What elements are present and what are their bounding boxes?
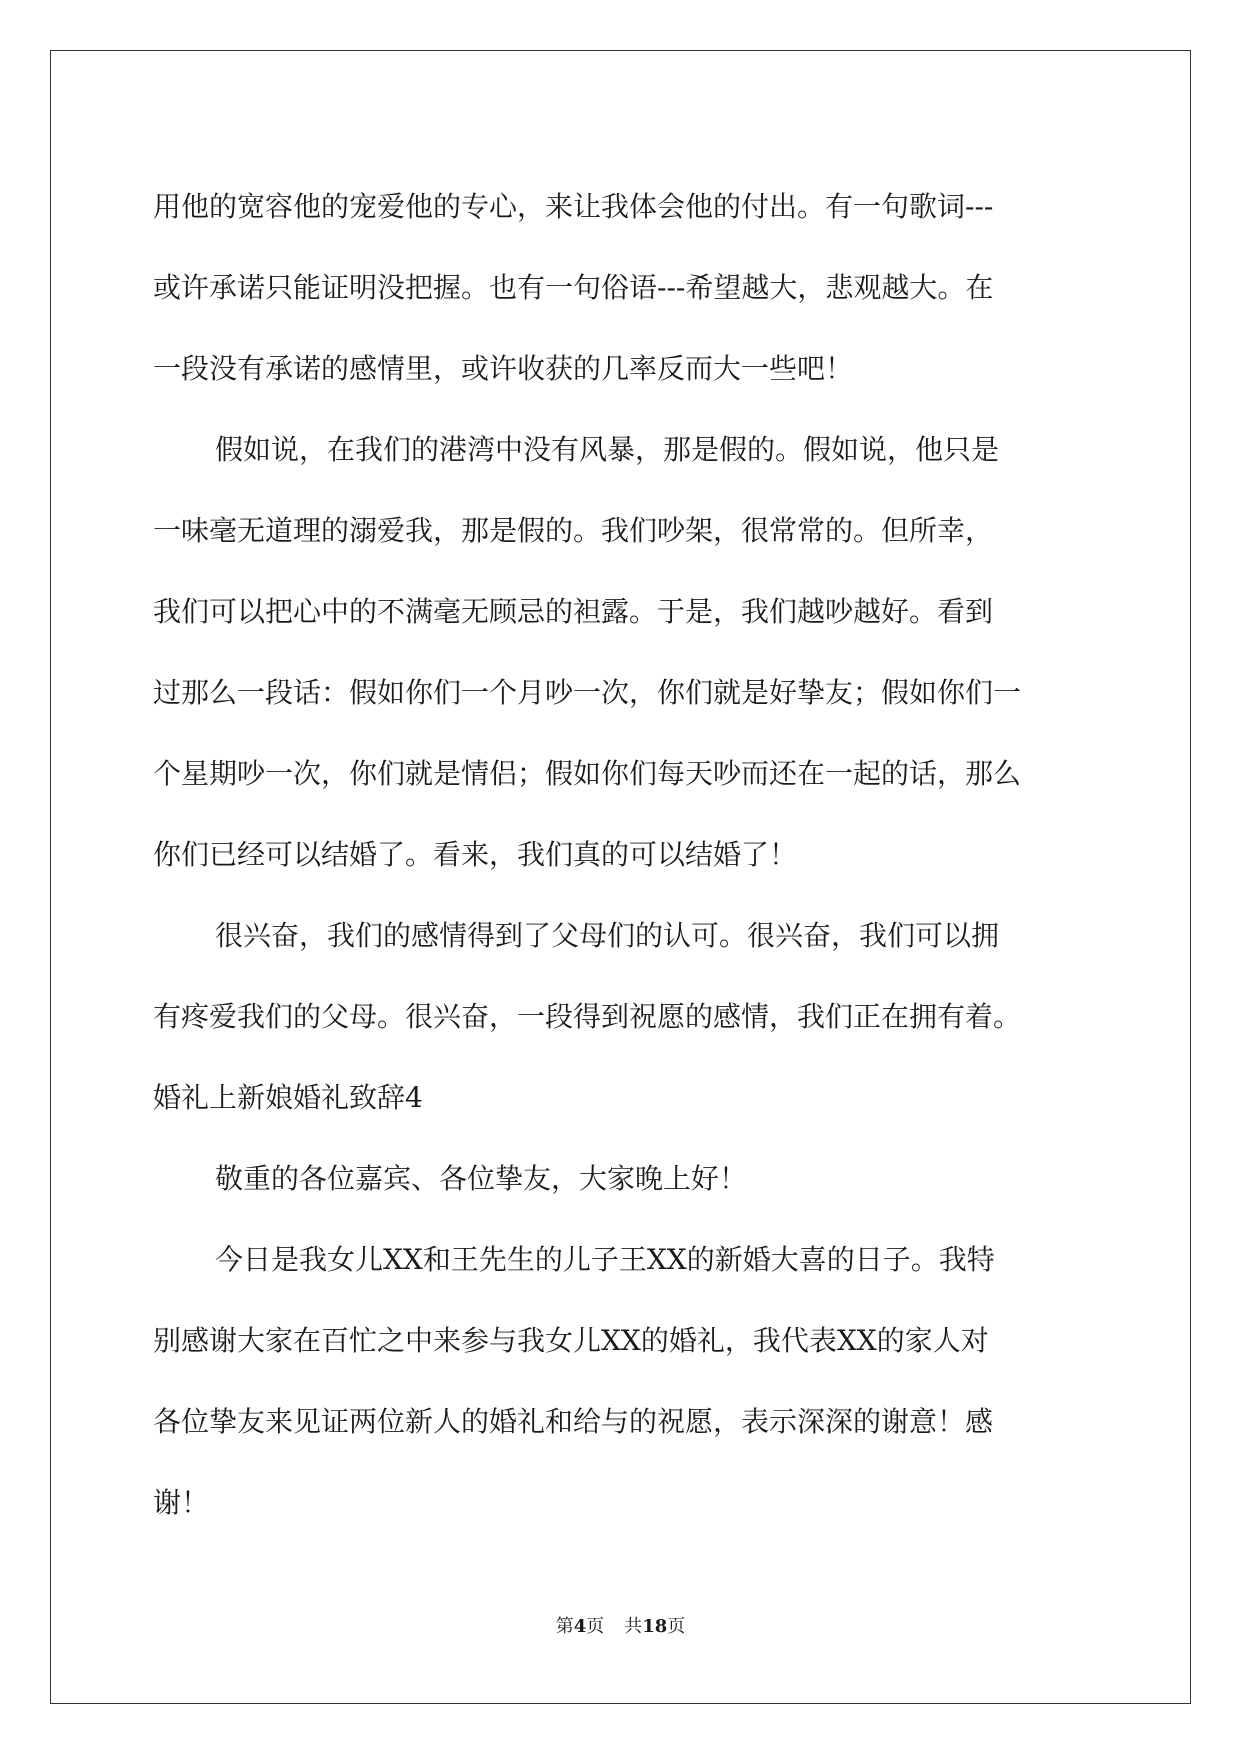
total-page-count: 18 <box>642 1616 668 1637</box>
greeting-line: 敬重的各位嘉宾、各位挚友，大家晚上好！ <box>215 1162 748 1195</box>
body-line: 过那么一段话：假如你们一个月吵一次，你们就是好挚友；假如你们一 <box>153 676 1022 709</box>
page-prefix: 第 <box>555 1616 574 1637</box>
current-page-number: 4 <box>573 1616 587 1637</box>
body-line: 个星期吵一次，你们就是情侣；假如你们每天吵而还在一起的话，那么 <box>153 757 1022 790</box>
paragraph-start-line: 假如说，在我们的港湾中没有风暴，那是假的。假如说，他只是 <box>215 433 1000 466</box>
body-line: 别感谢大家在百忙之中来参与我女儿XX的婚礼，我代表XX的家人对 <box>153 1324 989 1357</box>
body-line: 一味毫无道理的溺爱我，那是假的。我们吵架，很常常的。但所幸， <box>153 514 994 547</box>
paragraph-start-line: 很兴奋，我们的感情得到了父母们的认可。很兴奋，我们可以拥 <box>215 919 1000 952</box>
total-prefix: 共 <box>624 1616 643 1637</box>
page-suffix: 页 <box>586 1616 605 1637</box>
body-line: 或许承诺只能证明没把握。也有一句俗语---希望越大，悲观越大。在 <box>153 271 994 304</box>
document-body <box>153 166 1117 1543</box>
body-line: 各位挚友来见证两位新人的婚礼和给与的祝愿，表示深深的谢意！感 <box>153 1405 994 1438</box>
body-line: 有疼爱我们的父母。很兴奋，一段得到祝愿的感情，我们正在拥有着。 <box>153 1000 1022 1033</box>
total-suffix: 页 <box>667 1616 686 1637</box>
page-footer <box>0 1612 1241 1638</box>
body-line: 我们可以把心中的不满毫无顾忌的袒露。于是，我们越吵越好。看到 <box>153 595 994 628</box>
body-line: 你们已经可以结婚了。看来，我们真的可以结婚了！ <box>153 838 798 871</box>
body-line: 谢！ <box>153 1486 210 1519</box>
paragraph-start-line: 今日是我女儿XX和王先生的儿子王XX的新婚大喜的日子。我特 <box>215 1243 995 1276</box>
body-line: 一段没有承诺的感情里，或许收获的几率反而大一些吧！ <box>153 352 854 385</box>
section-heading: 婚礼上新娘婚礼致辞4 <box>153 1081 423 1114</box>
body-line: 用他的宽容他的宠爱他的专心，来让我体会他的付出。有一句歌词--- <box>153 190 994 223</box>
